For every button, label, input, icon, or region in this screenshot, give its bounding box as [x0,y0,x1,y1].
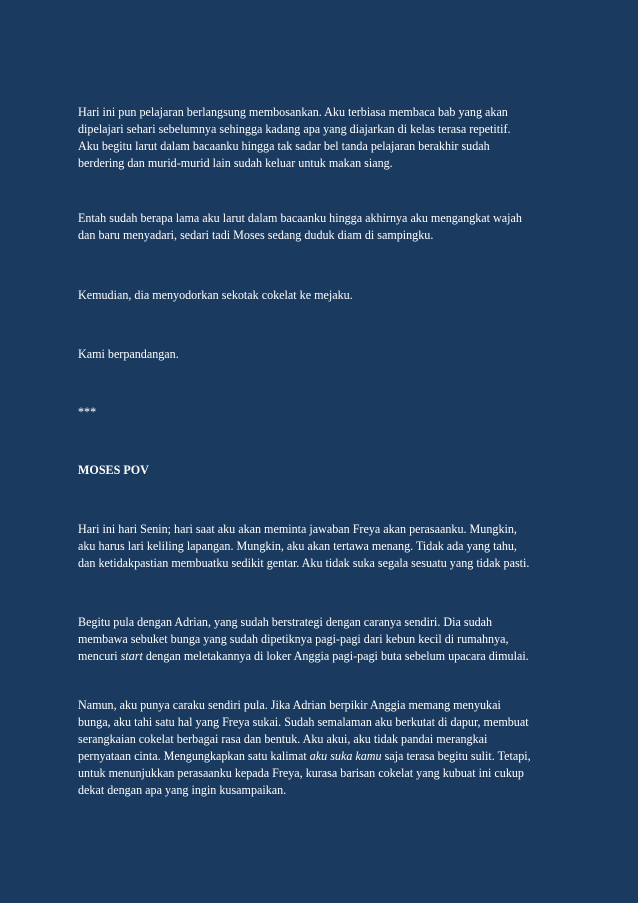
text-line: dipelajari sehari sebelumnya sehingga kadang apa yang diajarkan di kelas terasa repetitif. [78,122,511,136]
paragraph-2 [78,210,568,244]
text-run: pernyataan cinta. Mengungkapkan satu kalimat [78,749,310,763]
text-line: aku harus lari keliling lapangan. Mungkin, aku akan tertawa menang. Tidak ada yang tahu, [78,539,517,553]
paragraph-3 [78,287,568,304]
text-line: Hari ini hari Senin; hari saat aku akan meminta jawaban Freya akan perasaanku. Mungkin, [78,522,517,536]
section-heading [78,462,568,479]
text-line: Kami berpandangan. [78,347,179,361]
text-line: dan ketidakpastian membuatku sedikit gentar. Aku tidak suka segala sesuatu yang tidak pasti. [78,556,530,570]
text-line-with-emphasis [78,648,568,665]
scene-break [78,404,568,421]
paragraph-7 [78,697,568,799]
text-line: Kemudian, dia menyodorkan sekotak cokelat ke mejaku. [78,288,353,302]
text-line: bunga, aku tahi satu hal yang Freya sukai. Sudah semalaman aku berkutat di dapur, membuat [78,715,529,729]
text-line-with-emphasis [78,748,568,765]
emphasis-text: aku suka kamu [309,749,382,763]
section-heading-text: MOSES POV [78,463,149,477]
text-line: membawa sebuket bunga yang sudah dipetiknya pagi-pagi dari kebun kecil di rumahnya, [78,632,509,646]
text-line: Namun, aku punya caraku sendiri pula. Jika Adrian berpikir Anggia memang menyukai [78,698,501,712]
text-run: saja terasa begitu sulit. Tetapi, [381,749,531,763]
text-line: untuk menunjukkan perasaanku kepada Freya, kurasa barisan cokelat yang kubuat ini cukup [78,766,524,780]
emphasis-text: start [120,649,143,663]
text-line: serangkaian cokelat berbagai rasa dan bentuk. Aku akui, aku tidak pandai merangkai [78,732,488,746]
paragraph-5 [78,521,568,572]
text-line: Entah sudah berapa lama aku larut dalam bacaanku hingga akhirnya aku mengangkat wajah [78,211,522,225]
paragraph-4 [78,346,568,363]
text-run: dengan meletakannya di loker Anggia pagi-pagi buta sebelum upacara dimulai. [142,649,529,663]
text-line: Begitu pula dengan Adrian, yang sudah berstrategi dengan caranya sendiri. Dia sudah [78,615,493,629]
text-line: Aku begitu larut dalam bacaanku hingga tak sadar bel tanda pelajaran berakhir sudah [78,139,490,153]
text-line: berdering dan murid-murid lain sudah keluar untuk makan siang. [78,156,393,170]
text-line: Hari ini pun pelajaran berlangsung membosankan. Aku terbiasa membaca bab yang akan [78,105,508,119]
paragraph-1 [78,104,568,172]
scene-break-marker: *** [78,405,97,419]
text-line: dekat dengan apa yang ingin kusampaikan. [78,783,287,797]
text-line: dan baru menyadari, sedari tadi Moses sedang duduk diam di sampingku. [78,228,434,242]
paragraph-6 [78,614,568,665]
text-run: mencuri [78,649,121,663]
